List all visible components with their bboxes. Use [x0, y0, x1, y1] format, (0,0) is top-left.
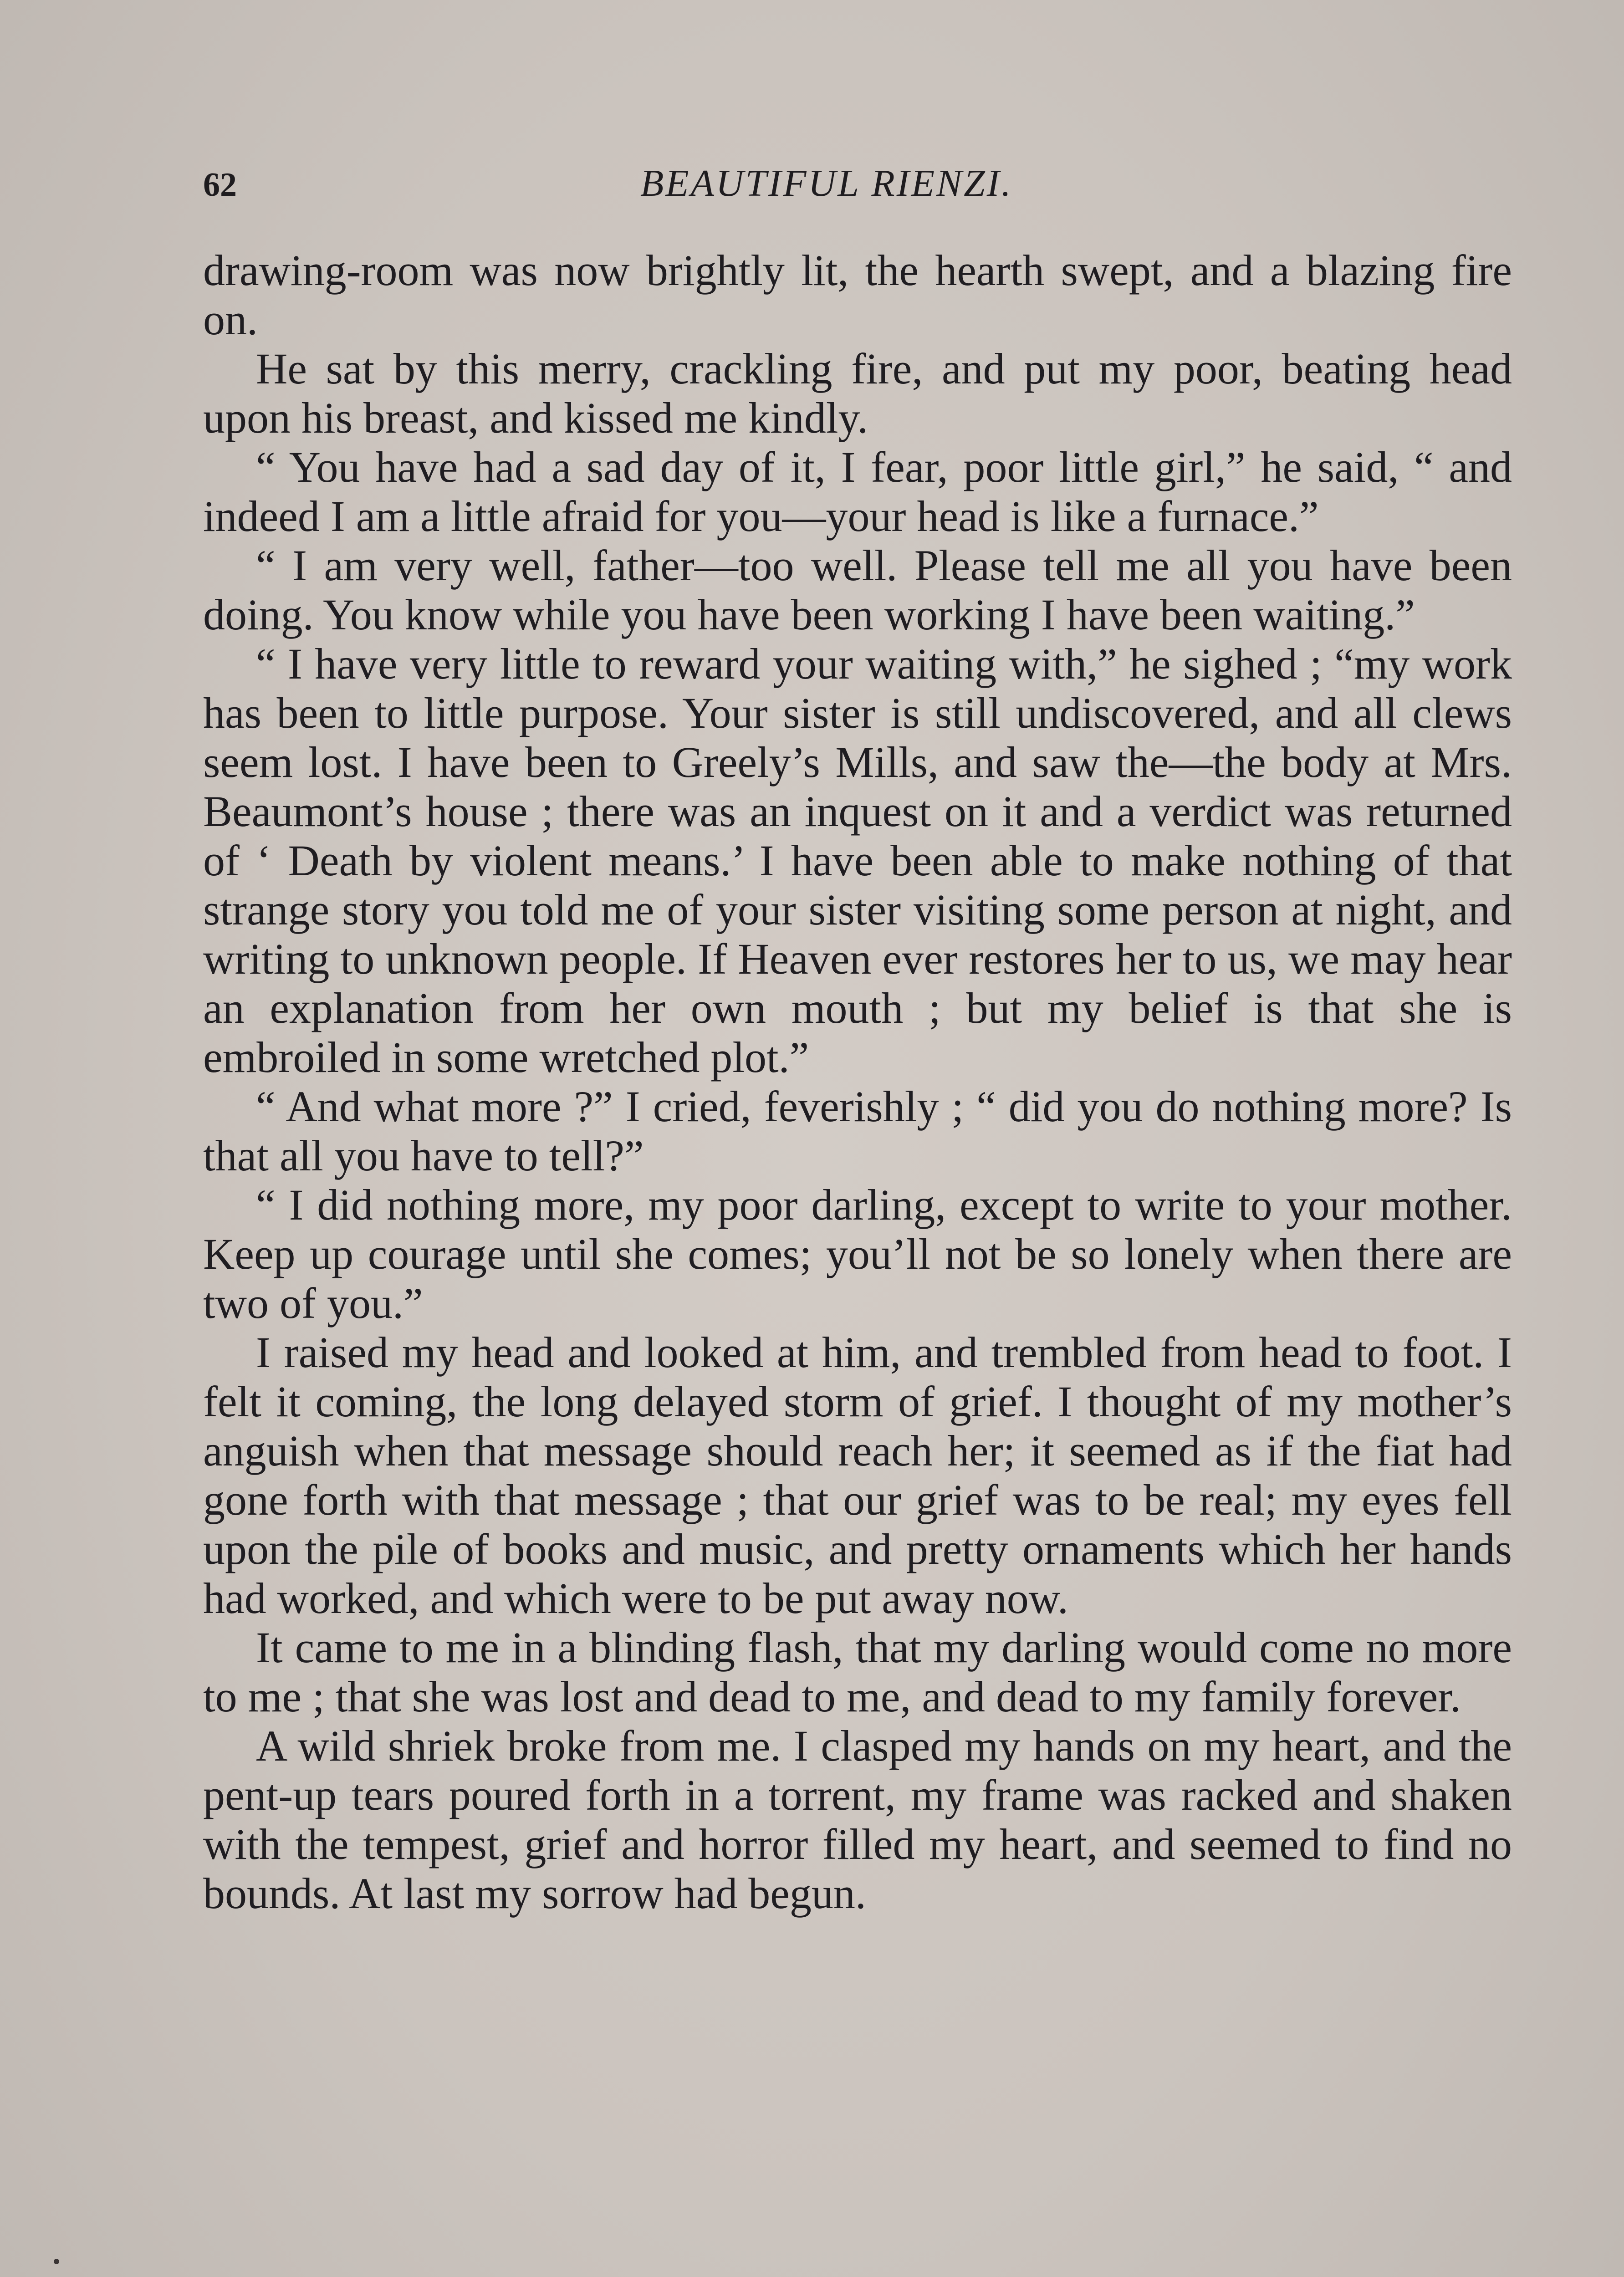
paragraph: “ I am very well, father—too well. Please tell me all you have been doing. You know while you have been working I have been waiting.”: [203, 541, 1512, 639]
paragraph: A wild shriek broke from me. I clasped my hands on my heart, and the pent-up tears poured forth in a torrent, my frame was racked and shaken with the tempest, grief and horror filled my heart, and seemed to find no bounds. At last my sorrow had begun.: [203, 1721, 1512, 1918]
paragraph: “ I have very little to reward your waiting with,” he sighed ; “my work has been to little purpose. Your sister is still undiscovered, and all clews seem lost. I have been to Greely’s Mills, and saw the—the body at Mrs. Beaumont’s house ; there was an inquest on it and a verdict was returned of ‘ Death by violent means.’ I have been able to make nothing of that strange story you told me of your sister visiting some person at night, and writing to unknown people. If Heaven ever restores her to us, we may hear an explanation from her own mouth ; but my belief is that she is embroiled in some wretched plot.”: [203, 639, 1512, 1082]
running-title: BEAUTIFUL RIENZI.: [640, 162, 1013, 204]
paragraph: “ I did nothing more, my poor darling, except to write to your mother. Keep up courage until she comes; you’ll not be so lonely when there are two of you.”: [203, 1180, 1512, 1327]
running-head: [203, 155, 1515, 209]
paragraph: It came to me in a blinding flash, that my darling would come no more to me ; that she was lost and dead to me, and dead to my family forever.: [203, 1623, 1512, 1721]
paragraph: “ You have had a sad day of it, I fear, poor little girl,” he said, “ and indeed I am a little afraid for you—your head is like a furnace.”: [203, 443, 1512, 541]
paragraph: I raised my head and looked at him, and trembled from head to foot. I felt it coming, the long delayed storm of grief. I thought of my mother’s anguish when that message should reach her; it seemed as if the fiat had gone forth with that message ; that our grief was to be real; my eyes fell upon the pile of books and music, and pretty ornaments which her hands had worked, and which were to be put away now.: [203, 1328, 1512, 1623]
paragraph: drawing-room was now brightly lit, the hearth swept, and a blazing fire on.: [203, 246, 1512, 344]
paragraph: He sat by this merry, crackling fire, and put my poor, beating head upon his breast, and kissed me kindly.: [203, 344, 1512, 442]
paragraph: “ And what more ?” I cried, feverishly ; “ did you do nothing more? Is that all you have to tell?”: [203, 1082, 1512, 1180]
body-text: [203, 246, 1512, 1918]
ink-speck: [54, 2259, 59, 2264]
page-number: 62: [203, 166, 237, 204]
